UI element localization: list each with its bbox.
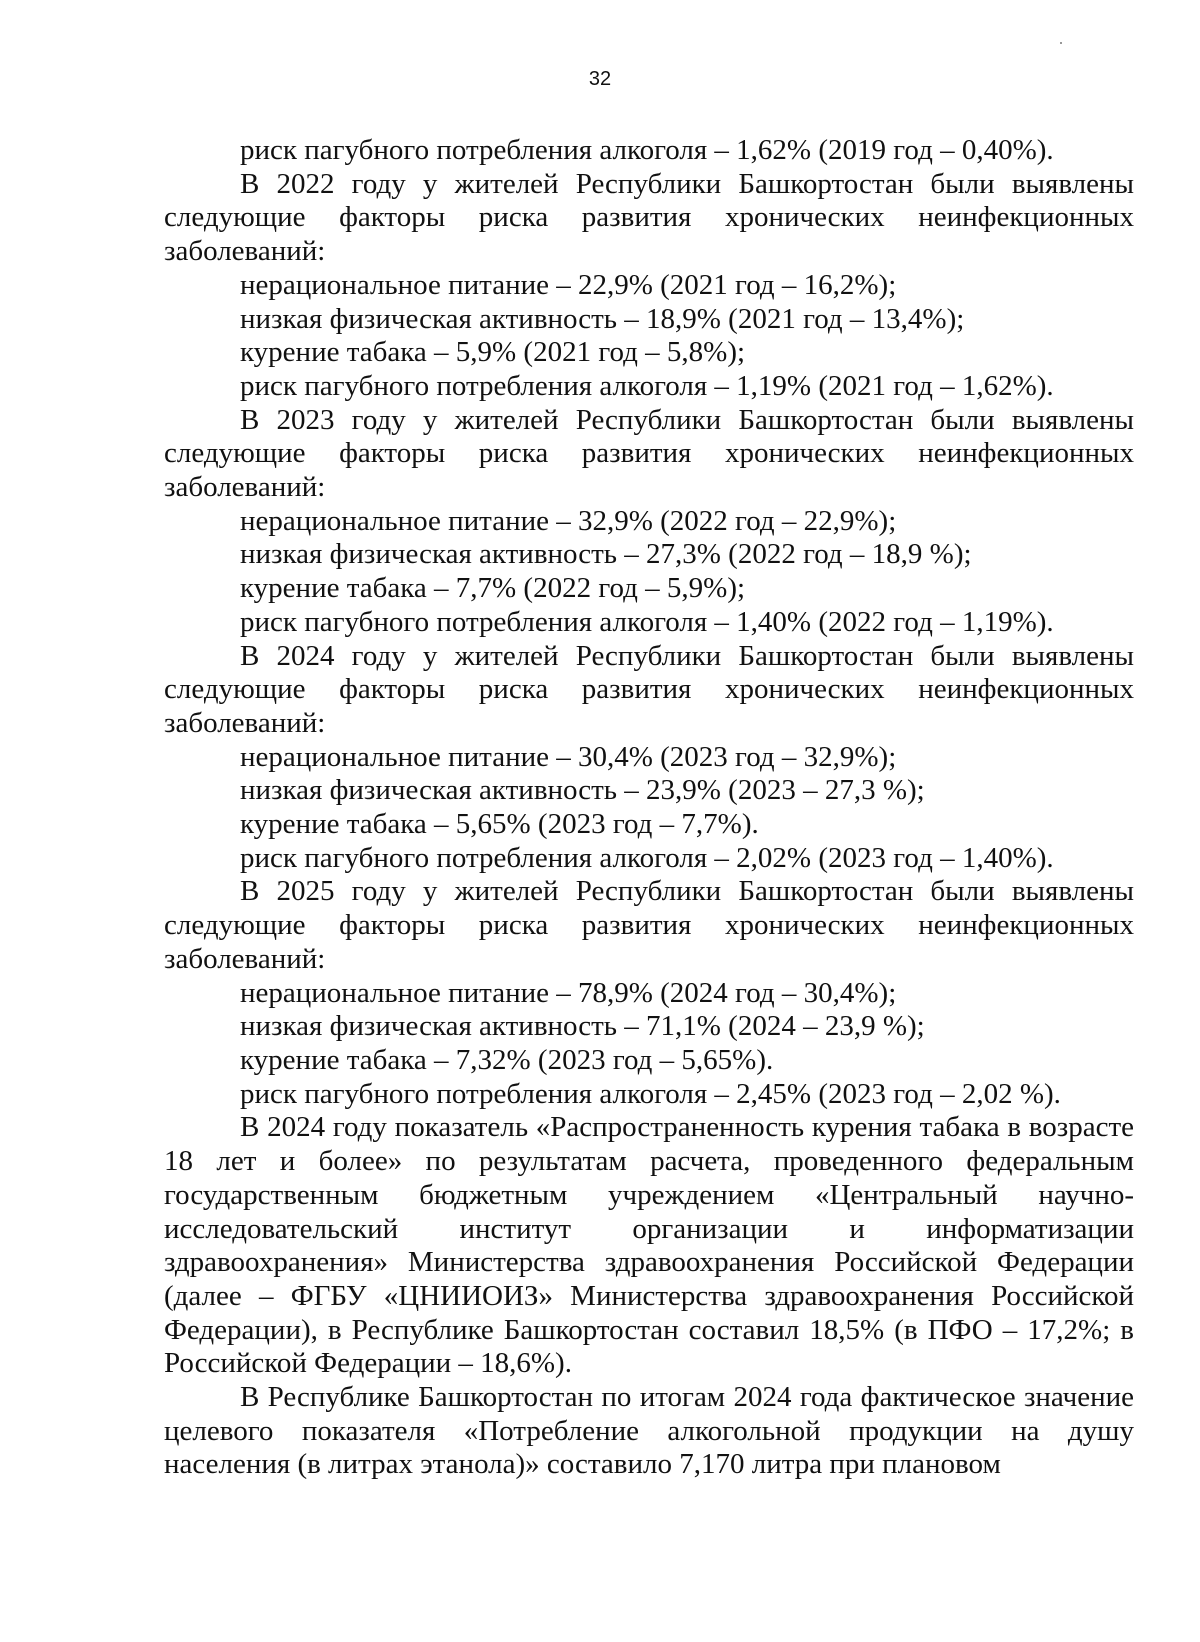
list-item: нерациональное питание – 30,4% (2023 год – 32,9%); bbox=[240, 740, 897, 773]
list-item: нерациональное питание – 22,9% (2021 год – 16,2%); bbox=[240, 268, 897, 301]
list-item: низкая физическая активность – 27,3% (2022 год – 18,9 %); bbox=[240, 538, 972, 571]
list-item: низкая физическая активность – 18,9% (2021 год – 13,4%); bbox=[240, 302, 965, 335]
list-item: риск пагубного потребления алкоголя – 1,19% (2021 год – 1,62%). bbox=[240, 369, 1054, 402]
paragraph: В Республике Башкортостан по итогам 2024 года фактическое значение целевого показателя «Потребление алкогольной продукции на душу населения (в литрах этанола)» составило 7,170 литра при плановом bbox=[164, 1381, 1134, 1481]
list-item: нерациональное питание – 32,9% (2022 год – 22,9%); bbox=[240, 504, 897, 537]
list-item: курение табака – 5,65% (2023 год – 7,7%). bbox=[240, 808, 759, 841]
list-item: курение табака – 7,32% (2023 год – 5,65%). bbox=[240, 1043, 774, 1076]
list-item: курение табака – 7,7% (2022 год – 5,9%); bbox=[240, 572, 746, 605]
page-number: 32 bbox=[588, 68, 612, 90]
scan-speck bbox=[1060, 42, 1062, 44]
list-item: риск пагубного потребления алкоголя – 2,45% (2023 год – 2,02 %). bbox=[240, 1077, 1061, 1110]
list-item: риск пагубного потребления алкоголя – 2,02% (2023 год – 1,40%). bbox=[240, 841, 1054, 874]
list-item: низкая физическая активность – 71,1% (2024 – 23,9 %); bbox=[240, 1010, 925, 1043]
paragraph: В 2025 году у жителей Республики Башкортостан были выявлены следующие факторы риска развития хронических неинфекционных заболеваний: bbox=[164, 875, 1134, 975]
document-body bbox=[164, 134, 1134, 1482]
list-item: нерациональное питание – 78,9% (2024 год – 30,4%); bbox=[240, 976, 897, 1009]
list-item: курение табака – 5,9% (2021 год – 5,8%); bbox=[240, 336, 746, 369]
list-item: риск пагубного потребления алкоголя – 1,40% (2022 год – 1,19%). bbox=[240, 605, 1054, 638]
paragraph: В 2024 году у жителей Республики Башкортостан были выявлены следующие факторы риска развития хронических неинфекционных заболеваний: bbox=[164, 639, 1134, 739]
list-item: низкая физическая активность – 23,9% (2023 – 27,3 %); bbox=[240, 774, 925, 807]
list-item: риск пагубного потребления алкоголя – 1,62% (2019 год – 0,40%). bbox=[240, 134, 1054, 166]
paragraph: В 2024 году показатель «Распространенность курения табака в возрасте 18 лет и более» по результатам расчета, проведенного федеральным государственным бюджетным учреждением «Центральный научно-исследовательский институт организации и информатизации здравоохранения» Министерства здравоохранения Российской Федерации (далее – ФГБУ «ЦНИИОИЗ» Министерства здравоохранения Российской Федерации), в Республике Башкортостан составил 18,5% (в ПФО – 17,2%; в Российской Федерации – 18,6%). bbox=[164, 1111, 1134, 1380]
paragraph: В 2023 году у жителей Республики Башкортостан были выявлены следующие факторы риска развития хронических неинфекционных заболеваний: bbox=[164, 403, 1134, 504]
paragraph: В 2022 году у жителей Республики Башкортостан были выявлены следующие факторы риска развития хронических неинфекционных заболеваний: bbox=[164, 167, 1134, 268]
